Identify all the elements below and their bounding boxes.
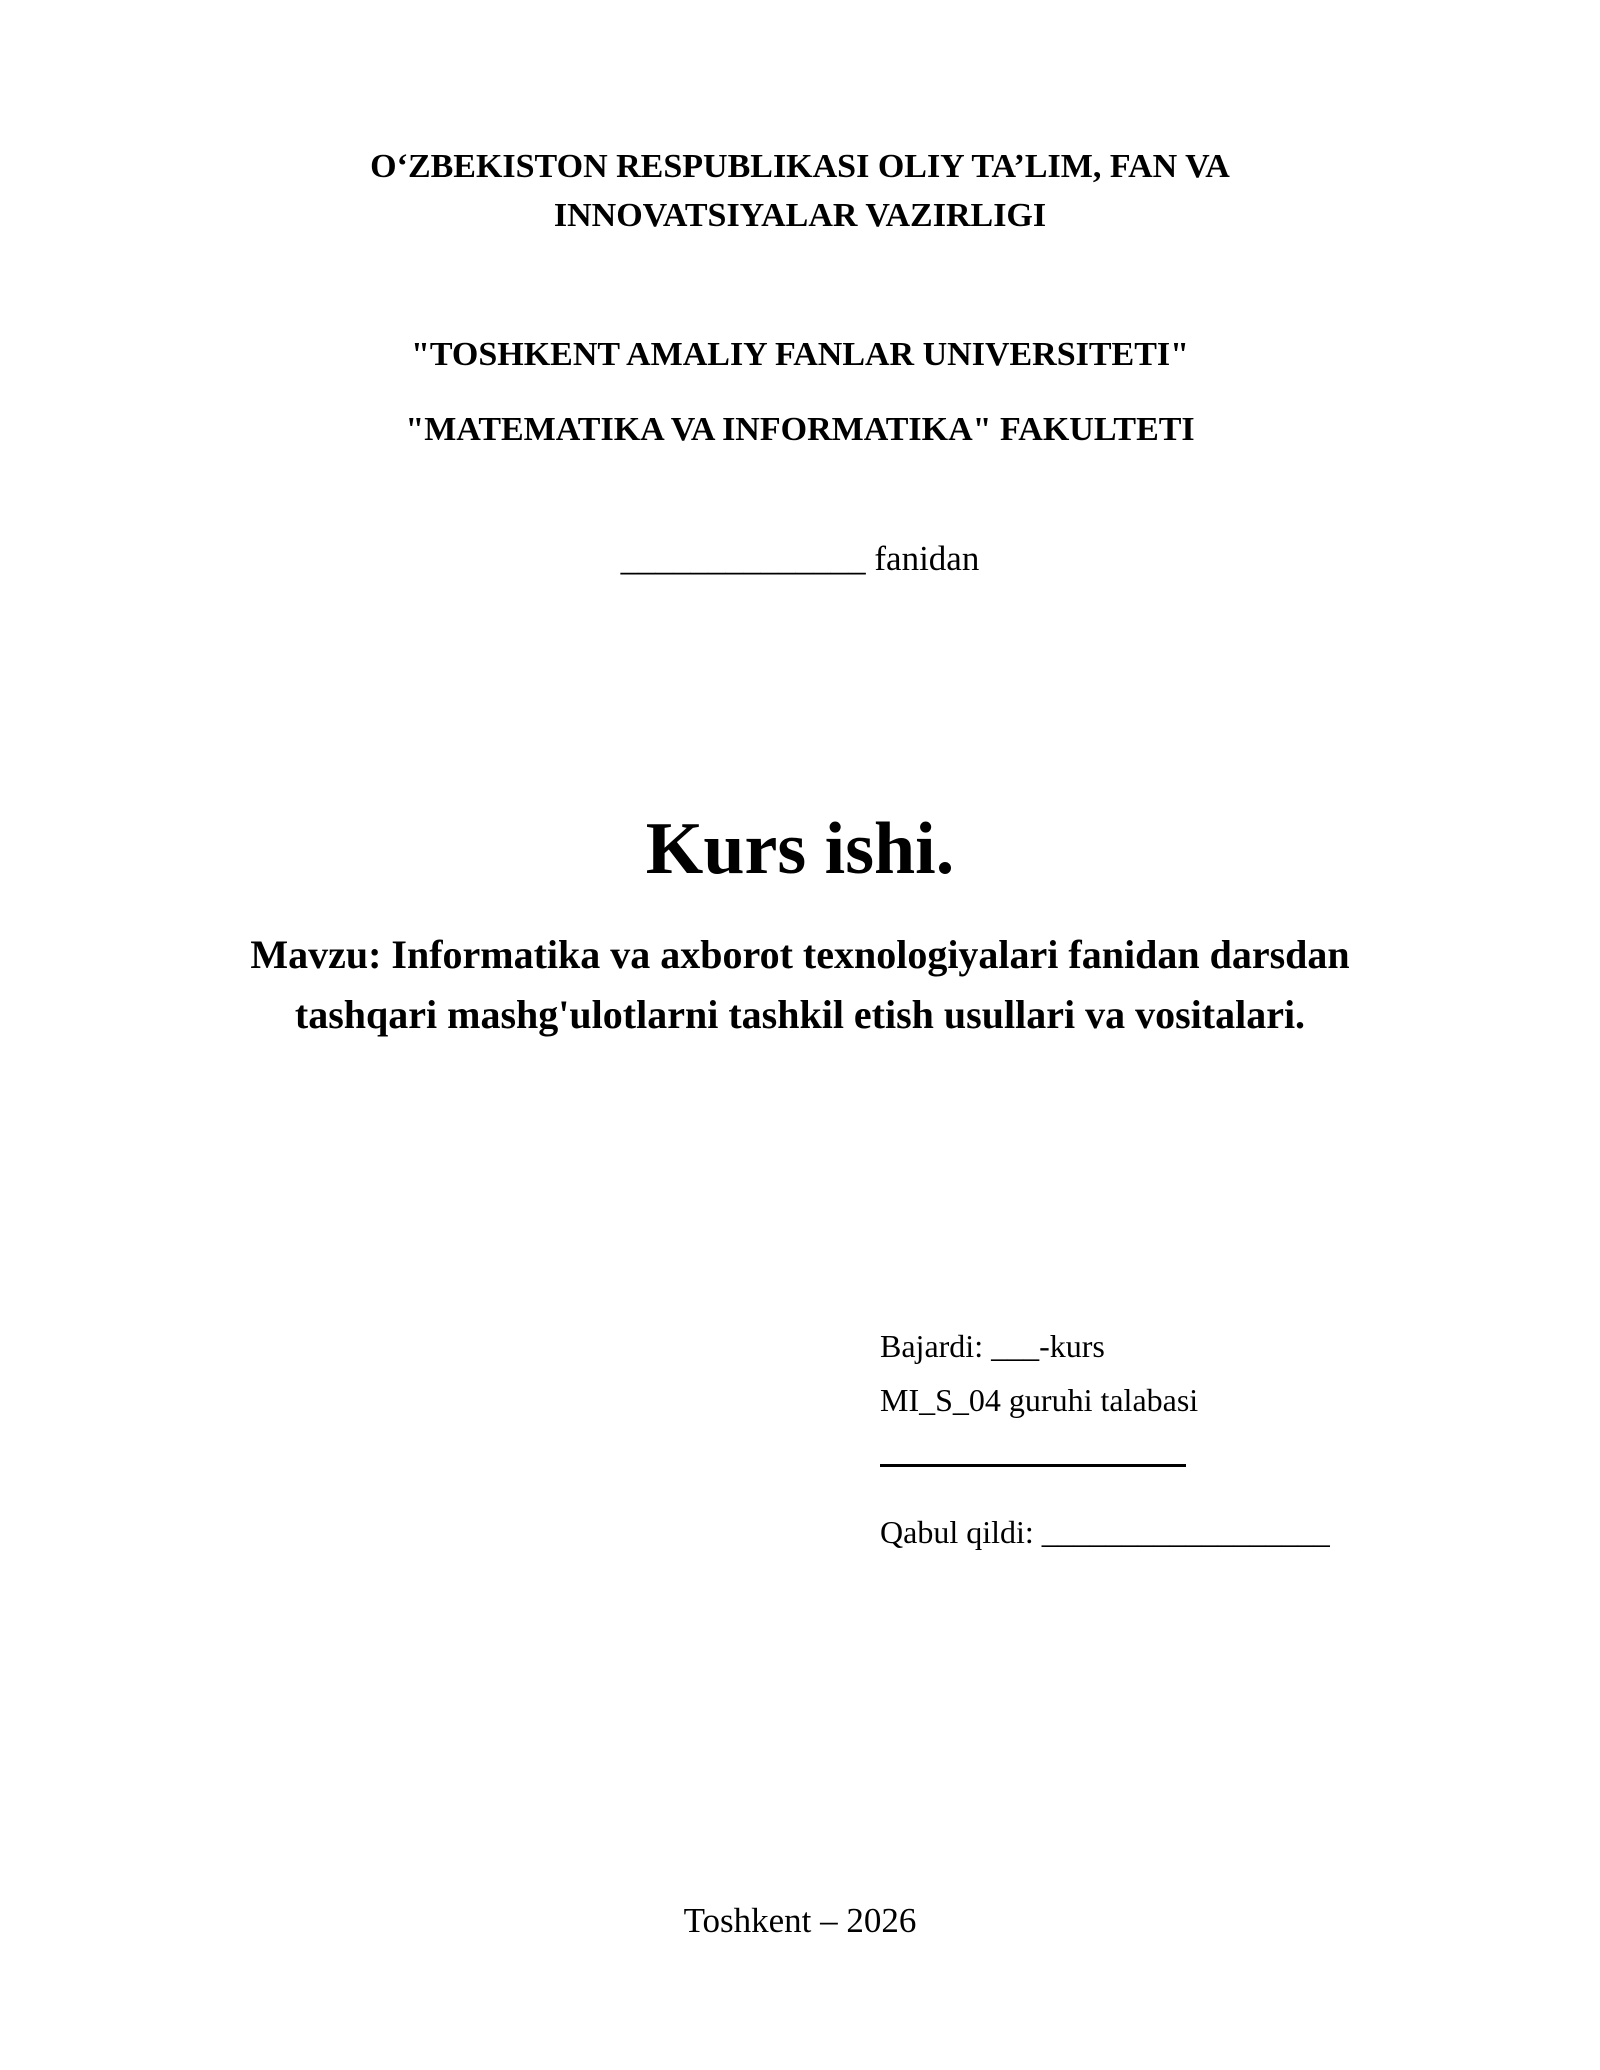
topic-line-1: Mavzu: Informatika va axborot texnologiyalari fanidan darsdan (250, 932, 1350, 977)
faculty-name: "MATEMATIKA VA INFORMATIKA" FAKULTETI (405, 411, 1195, 448)
city-year: Toshkent – 2026 (683, 1901, 917, 1940)
student-signature-line (880, 1464, 1186, 1467)
page-title: Kurs ishi. (645, 808, 955, 890)
ministry-line-1: O‘ZBEKISTON RESPUBLIKASI OLIY TA’LIM, FAN VA (370, 148, 1230, 185)
topic-line-2: tashqari mashg'ulotlarni tashkil etish usullari va vositalari. (294, 992, 1306, 1037)
student-group: MI_S_04 guruhi talabasi (880, 1382, 1199, 1418)
ministry-line-2: INNOVATSIYALAR VAZIRLIGI (553, 197, 1047, 234)
university-name: "TOSHKENT AMALIY FANLAR UNIVERSITETI" (410, 336, 1190, 373)
performed-by: Bajardi: ___-kurs (880, 1328, 1105, 1364)
accepted-by: Qabul qildi: __________________ (880, 1514, 1330, 1550)
subject-line: ______________ fanidan (620, 539, 980, 578)
